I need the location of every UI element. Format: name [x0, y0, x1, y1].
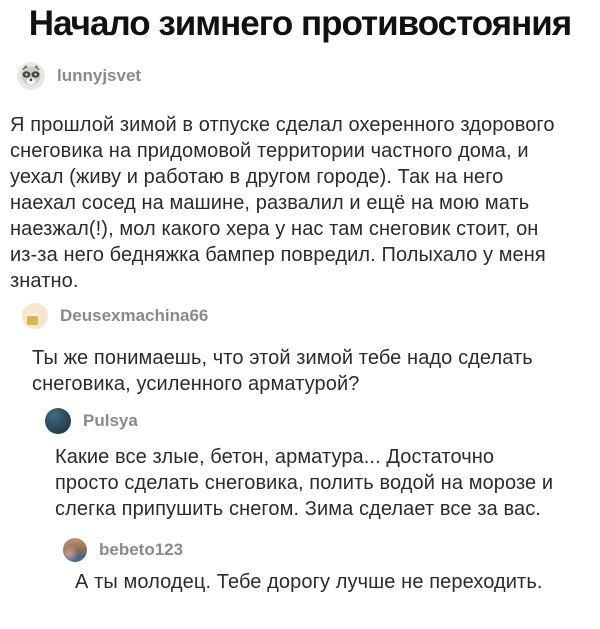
post-text-line: знатно.	[10, 270, 79, 292]
comment-text-line: снеговика, усиленного арматурой?	[32, 373, 360, 395]
beer-mug-avatar[interactable]	[22, 303, 48, 329]
comment-text-line: А ты молодец. Тебе дорогу лучше не переходить.	[75, 571, 543, 593]
comment-text-line: Ты же понимаешь, что этой зимой тебе надо сделать	[32, 347, 533, 369]
comment-text-line: просто сделать снеговика, полить водой на морозе и	[55, 472, 554, 494]
mug-shape	[27, 316, 38, 325]
page-title: Начало зимнего противостояния	[28, 4, 572, 43]
comment-author-header	[63, 538, 183, 562]
post-text-line: наехал сосед на машине, развалил и ещё на мою мать	[10, 192, 530, 214]
post-text-line: уехал (живу и работаю в другом городе). Так на него	[10, 166, 504, 188]
comment-text	[75, 569, 543, 595]
post-text-line: снеговика на придомовой территории частного дома, и	[10, 140, 529, 162]
comment-author-username[interactable]: Pulsya	[83, 411, 138, 430]
post-text-line: Я прошлой зимой в отпуске сделал охеренного здорового	[10, 114, 555, 136]
comment-text-line: Какие все злые, бетон, арматура... Достаточно	[55, 446, 495, 468]
comment-text-line: слегка припушить снегом. Зима сделает все за вас.	[55, 498, 541, 520]
comment-author-header	[22, 303, 208, 329]
post-text	[10, 112, 555, 294]
comment-author-username[interactable]: Deusexmachina66	[60, 306, 209, 325]
post-text-line: из-за него бедняжка бампер повредил. Полыхало у меня	[10, 244, 546, 266]
planet-avatar[interactable]	[45, 408, 71, 434]
comment-author-header	[45, 408, 138, 434]
post-author-header	[17, 62, 141, 90]
comment-author-username[interactable]: bebeto123	[99, 540, 184, 559]
photo-avatar[interactable]	[63, 538, 87, 562]
post-text-line: наезжал(!), мол какого хера у нас там снеговик стоит, он	[10, 218, 539, 240]
post-author-username[interactable]: lunnyjsvet	[57, 66, 142, 85]
comment-text	[55, 444, 553, 522]
raccoon-avatar[interactable]	[17, 62, 45, 90]
comment-text	[32, 345, 533, 397]
